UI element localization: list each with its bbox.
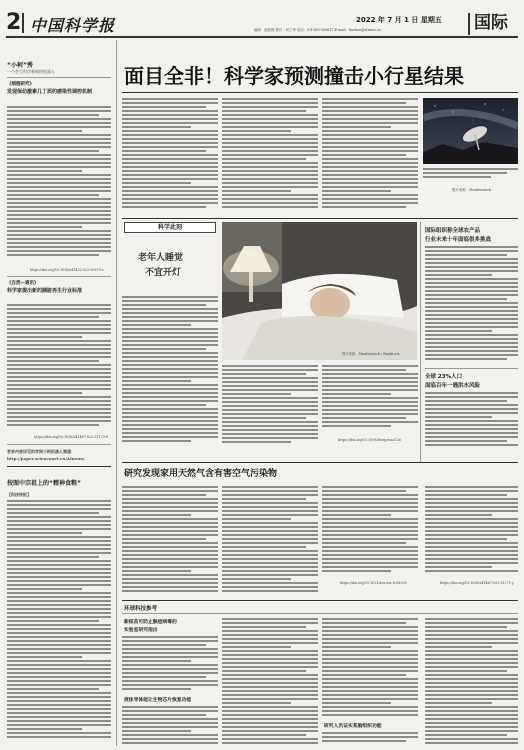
sleep-col2 [222, 365, 318, 447]
bottom-col1 [122, 636, 218, 692]
issue-date: 2022 年 7 月 1 日 星期五 [356, 16, 442, 24]
story3-tag: 【科技快报】 [7, 492, 31, 497]
column-subtitle: 一个会写科学新闻的机器人 [7, 69, 55, 74]
bottom-column-label: 环球科技参考 [124, 606, 158, 612]
photo-caption [423, 168, 518, 188]
sleep-col1 [122, 296, 218, 446]
lead-col2 [222, 98, 318, 212]
column-label-box [124, 222, 216, 233]
lead-headline: 面目全非！科学家预测撞击小行星结果 [124, 64, 464, 88]
bottom-story1-title: 新疫苗可防止猴痘病毒的 [124, 620, 177, 625]
sleep-col3 [322, 365, 418, 433]
sleep-title-line1: 老年人睡觉 [138, 253, 184, 263]
story2-tag: 《自然—通讯》 [7, 281, 39, 286]
sleeping-woman-photo [222, 222, 417, 360]
air-col1 [122, 486, 218, 596]
story1-tag: 《细胞研究》 [7, 82, 34, 87]
air-col2 [222, 486, 318, 596]
story1-body [7, 106, 111, 262]
sleep-link[interactable]: https://doi.org/10.1093/sleep/zsac130 [338, 438, 402, 442]
page-number: 2 [6, 10, 22, 35]
right-story1-body [425, 246, 518, 362]
bottom-story4-title: 研究人员证实某脑组织功能 [324, 724, 382, 729]
right-story2-body [425, 392, 518, 450]
right-story2-link[interactable]: https://doi.org/10.1038/s41467-022-31271-y [440, 581, 514, 585]
column-label: 科学此刻 [157, 224, 182, 231]
bottom-col1b [122, 706, 218, 746]
air-headline: 研究发现家用天然气含有害空气污染物 [124, 469, 278, 479]
story2-body [7, 304, 111, 430]
editor-info: 编辑：赵熙熙 校对：何工秀 电话：(010)62580617 E-mail：hxzhao@stimes.cn [254, 28, 381, 32]
bottom-story3-title: 液体导体能让生物芯片恢复功能 [124, 698, 192, 703]
bottom-col2 [222, 618, 318, 746]
right-story1-title2: 行业未来十年面临很多挑战 [425, 237, 492, 243]
story2-link[interactable]: https://doi.org/10.1038/s41467-022-31179-8 [34, 435, 109, 439]
note-line2[interactable]: http://paper.sciencenet.cn/AInews/ [7, 456, 85, 461]
air-link[interactable]: https://doi.org/10.1021/acs.est.1c08298 [340, 581, 407, 585]
sleep-photo-credit: 图片来源：Shutterstock / Realstock [342, 352, 400, 356]
lead-col1 [122, 98, 218, 212]
note-line1: 更多内容详见科学网小柯机器人频道： [7, 449, 75, 454]
column-tag: “小柯”秀 [7, 62, 33, 69]
right-story1-title1: 国际组织称全球农产品 [425, 228, 481, 234]
bottom-story2-title: 实验室研究指出 [124, 628, 158, 633]
story2-title: 科学家提出新的胰脏再生行业标准 [7, 288, 83, 294]
story3-body [7, 500, 111, 744]
sleep-title-line2: 不宜开灯 [145, 268, 182, 278]
bottom-col3 [322, 618, 418, 718]
story1-link[interactable]: https://doi.org/10.1038/s41422-022-00679-z [30, 268, 104, 272]
bottom-col3b [322, 732, 418, 746]
air-col4 [425, 486, 518, 576]
right-story2-title1: 全球 23%人口 [425, 374, 463, 380]
story1-title: 发现保幼激素几丁质的感染性调控机制 [7, 89, 93, 95]
air-col3 [322, 486, 418, 576]
bottom-col4 [425, 618, 518, 746]
telescope-photo [423, 98, 518, 164]
lead-col3 [322, 98, 418, 212]
section-name: 国际 [474, 13, 508, 33]
newspaper-logo: 中国科学报 [30, 16, 116, 35]
story3-title: 按图中宗祖上的“精神食粮” [7, 480, 81, 487]
photo-credit: 图片来源：Shutterstock [452, 188, 492, 192]
right-story2-title2: 面临百年一遇洪水风险 [425, 383, 481, 389]
